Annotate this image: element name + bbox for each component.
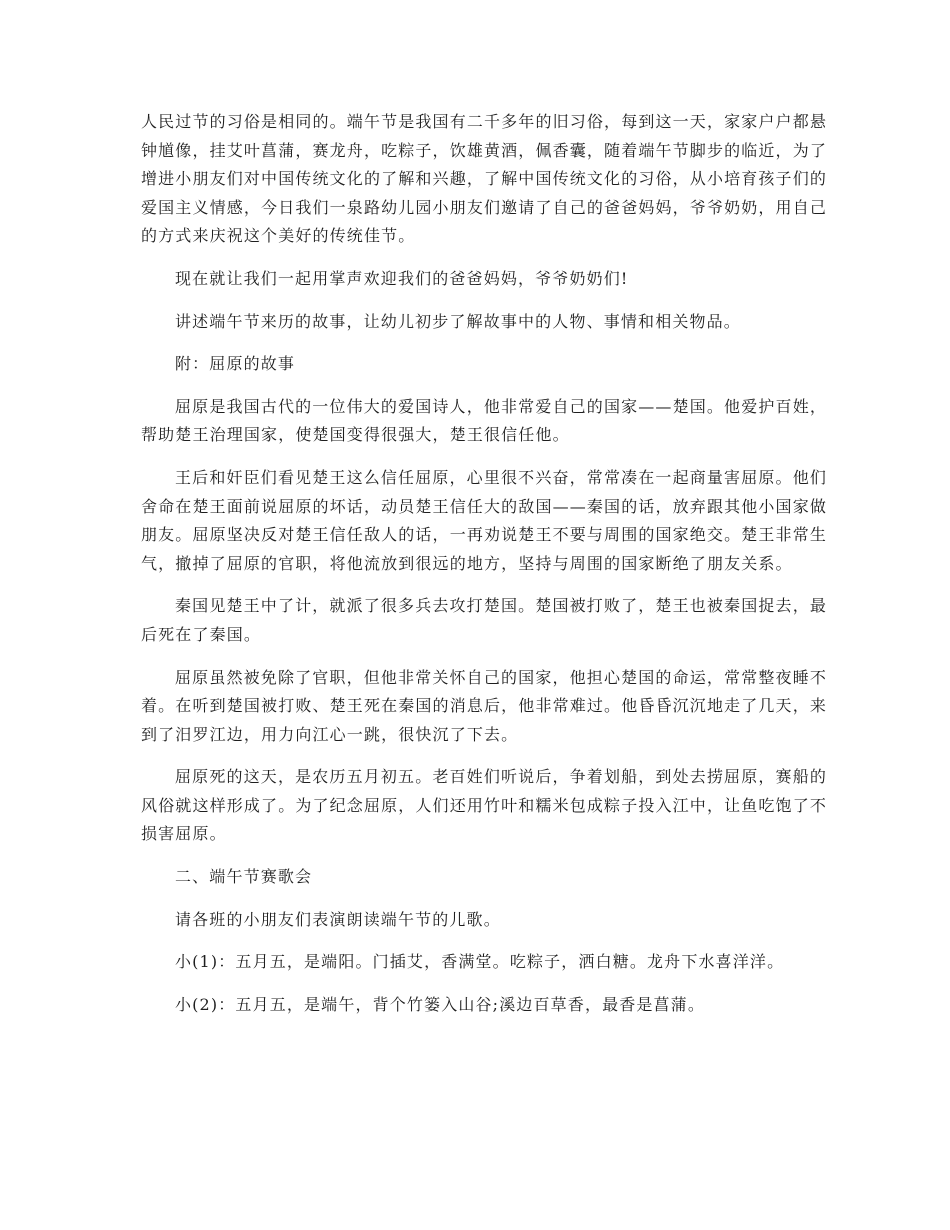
paragraph-story-4: 屈原虽然被免除了官职，但他非常关怀自己的国家，他担心楚国的命运，常常整夜睡不着。在听到楚国被打败、楚王死在秦国的消息后，他非常难过。他昏昏沉沉地走了几天，来到了汨罗江边，用力向江心一跳，很快沉了下去。 bbox=[141, 667, 828, 744]
paragraph-story-purpose: 讲述端午节来历的故事，让幼儿初步了解故事中的人物、事情和相关物品。 bbox=[175, 311, 741, 331]
paragraph-story-2: 王后和奸臣们看见楚王这么信任屈原，心里很不兴奋，常常凑在一起商量害屈原。他们舍命在楚王面前说屈原的坏话，动员楚王信任大的敌国——秦国的话，放弃跟其他小国家做朋友。屈原坚决反对楚王信任敌人的话，一再劝说楚王不要与周围的国家绝交。楚王非常生气，撤掉了屈原的官职，将他流放到很远的地方，坚持与周围的国家断绝了朋友关系。 bbox=[141, 467, 828, 573]
paragraph-appendix-title: 附：屈原的故事 bbox=[175, 354, 296, 374]
paragraph-story-3: 秦国见楚王中了计，就派了很多兵去攻打楚国。楚国被打败了，楚王也被秦国捉去，最后死在了秦国。 bbox=[141, 596, 827, 644]
paragraph-story-5: 屈原死的这天，是农历五月初五。老百姓们听说后，争着划船，到处去捞屈原，赛船的风俗就这样形成了。为了纪念屈原，人们还用竹叶和糯米包成粽子投入江中，让鱼吃饱了不损害屈原。 bbox=[141, 767, 828, 844]
paragraph-song-class-1: 小(1)：五月五，是端阳。门插艾，香满堂。吃粽子，洒白糖。龙舟下水喜洋洋。 bbox=[175, 952, 785, 972]
paragraph-intro-continued: 人民过节的习俗是相同的。端午节是我国有二千多年的旧习俗，每到这一天，家家户户都悬钟馗像，挂艾叶菖蒲，赛龙舟，吃粽子，饮雄黄酒，佩香囊，随着端午节脚步的临近，为了增进小朋友们对中国传统文化的了解和兴趣，了解中国传统文化的习俗，从小培育孩子们的爱国主义情感，今日我们一泉路幼儿园小朋友们邀请了自己的爸爸妈妈，爷爷奶奶，用自己的方式来庆祝这个美好的传统佳节。 bbox=[141, 112, 828, 246]
document-page bbox=[141, 108, 827, 1033]
paragraph-story-1: 屈原是我国古代的一位伟大的爱国诗人，他非常爱自己的国家——楚国。他爱护百姓，帮助楚王治理国家，使楚国变得很强大，楚王很信任他。 bbox=[141, 396, 827, 445]
paragraph-welcome: 现在就让我们一起用掌声欢迎我们的爸爸妈妈，爷爷奶奶们! bbox=[175, 268, 629, 288]
paragraph-song-class-2: 小(2)：五月五，是端午，背个竹篓入山谷;溪边百草香，最香是菖蒲。 bbox=[175, 994, 706, 1014]
paragraph-song-instruction: 请各班的小朋友们表演朗读端午节的儿歌。 bbox=[175, 909, 501, 929]
section-heading-song-contest: 二、端午节赛歌会 bbox=[175, 867, 313, 887]
